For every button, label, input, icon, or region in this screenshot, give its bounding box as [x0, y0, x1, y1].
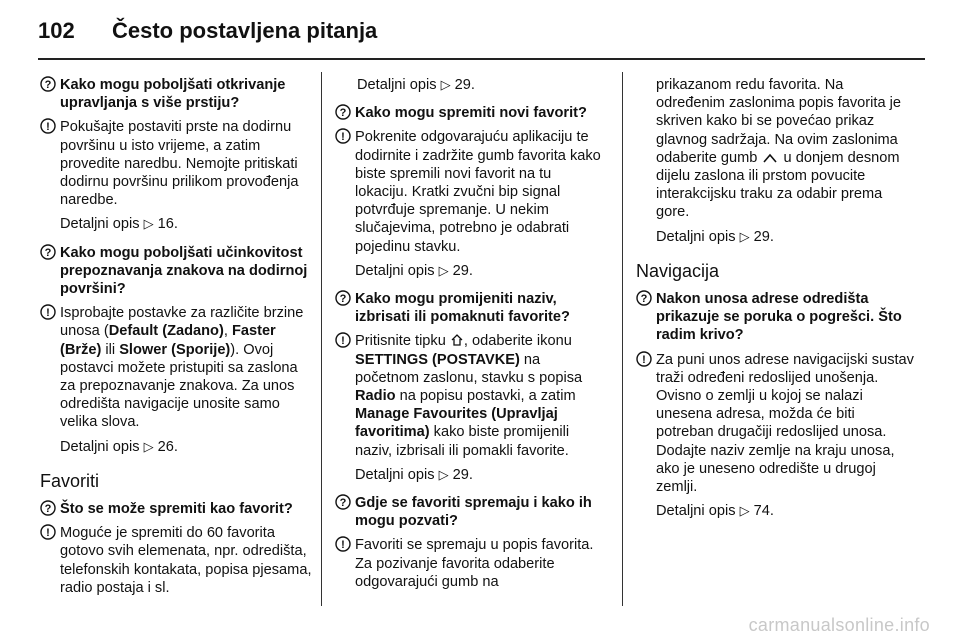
answer-1: ! Pokušajte postaviti prste na dodirnu površinu u isto vrijeme, a zatim provedite naredbu. Nemojte pritiskati dodirnu površinu prilikom provođenja naredbe.	[40, 118, 312, 209]
answer-6-continued: prikazanom redu favorita. Na određenim zaslonima popis favorita je skriven kako bi se povećao prikaz glavnog sadržaja. Na ovim zaslonima odaberite gumb u donjem desnom dijelu zaslona ili prstom povucite interakcijsku traku za odabir prema gore.	[656, 77, 901, 221]
triangle-right-icon: ▷	[438, 466, 449, 482]
svg-text:!: !	[341, 131, 345, 144]
exclamation-circle-icon	[335, 128, 351, 144]
svg-text:!: !	[46, 527, 50, 540]
triangle-right-icon: ▷	[143, 216, 154, 232]
reference-4[interactable]: Detaljni opis ▷ 29.	[355, 262, 473, 279]
page-title: Često postavljena pitanja	[112, 18, 378, 43]
home-icon	[450, 333, 464, 347]
reference-3[interactable]: Detaljni opis ▷ 29.	[357, 77, 475, 93]
column-2	[335, 76, 607, 597]
question-3: ? Što se može spremiti kao favorit?	[40, 500, 312, 518]
svg-text:!: !	[46, 307, 50, 320]
column-3	[636, 76, 916, 530]
svg-text:!: !	[341, 335, 345, 348]
triangle-right-icon: ▷	[739, 228, 750, 244]
answer-7: ! Za puni unos adrese navigacijski sustav traži određeni redoslijed unošenja. Ovisno o zemlji u kojoj se nalazi unesena adresa, možda će biti potreban drugačiji redoslijed unosa. Dodajte naziv zemlje na kraju unosa, ako je uneseno odredište u drugoj zemlji.	[636, 351, 916, 497]
question-circle-icon	[335, 290, 351, 306]
svg-text:?: ?	[44, 79, 52, 91]
svg-text:!: !	[642, 353, 646, 366]
reference-1[interactable]: Detaljni opis ▷ 16.	[60, 216, 178, 233]
svg-text:!: !	[46, 121, 50, 134]
exclamation-circle-icon	[40, 118, 56, 134]
reference-5[interactable]: Detaljni opis ▷ 29.	[355, 466, 473, 483]
answer-2: ! Isprobajte postavke za različite brzine unosa (Default (Zadano), Faster (Brže) ili Slower (Sporije)). Ovoj postavci možete pristupiti sa zaslona za prepoznavanje znakova. Za unos odredišta navigacije unosite samo velika slova.	[40, 304, 312, 431]
question-1: ? Kako mogu poboljšati otkrivanje upravljanja s više prstiju?	[40, 76, 312, 112]
svg-text:?: ?	[339, 107, 347, 120]
svg-text:?: ?	[339, 293, 347, 306]
question-circle-icon	[335, 494, 351, 510]
watermark: carmanualsonline.info	[748, 615, 930, 635]
triangle-right-icon: ▷	[440, 77, 451, 92]
exclamation-circle-icon	[40, 304, 56, 320]
exclamation-circle-icon	[335, 536, 351, 552]
header-rule	[38, 58, 925, 60]
column-divider	[622, 72, 623, 606]
reference-7[interactable]: Detaljni opis ▷ 74.	[656, 503, 774, 520]
question-4: ? Kako mogu spremiti novi favorit?	[335, 104, 607, 122]
svg-text:!: !	[341, 539, 345, 552]
question-circle-icon	[40, 244, 56, 260]
svg-text:?: ?	[44, 503, 52, 516]
answer-5: ! Pritisnite tipku , odaberite ikonu SETTINGS (POSTAVKE) na početnom zaslonu, stavku s popisa Radio na popisu postavki, a zatim Manage Favourites (Upravljaj favoritima) kako biste promijenili naziv, izbrisali ili pomakli favorite.	[335, 332, 607, 459]
triangle-right-icon: ▷	[143, 438, 154, 454]
section-heading-navigacija: Navigacija	[636, 260, 720, 281]
exclamation-circle-icon	[40, 524, 56, 540]
section-heading-favoriti: Favoriti	[40, 470, 100, 491]
svg-text:?: ?	[339, 497, 347, 510]
exclamation-circle-icon	[335, 332, 351, 348]
question-circle-icon	[335, 104, 351, 120]
triangle-right-icon: ▷	[438, 262, 449, 278]
chevron-up-icon	[761, 152, 779, 164]
question-circle-icon	[636, 290, 652, 306]
triangle-right-icon: ▷	[739, 503, 750, 519]
svg-text:?: ?	[44, 246, 52, 259]
page-number: 102	[38, 18, 75, 43]
svg-text:?: ?	[640, 293, 648, 306]
column-1	[40, 76, 312, 603]
question-circle-icon	[40, 500, 56, 516]
question-2: ? Kako mogu poboljšati učinkovitost prepoznavanja znakova na dodirnoj površini?	[40, 244, 312, 299]
column-divider	[321, 72, 322, 606]
reference-6[interactable]: Detaljni opis ▷ 29.	[656, 228, 774, 245]
question-circle-icon	[40, 76, 56, 92]
question-6: ? Gdje se favoriti spremaju i kako ih mogu pozvati?	[335, 494, 607, 530]
answer-6: ! Favoriti se spremaju u popis favorita. Za pozivanje favorita odaberite odgovarajući gumb na	[335, 536, 607, 591]
answer-3: ! Moguće je spremiti do 60 favorita gotovo svih elemenata, npr. odredišta, telefonskih kontakata, popisa pjesama, radio postaja i sl.	[40, 524, 312, 597]
question-7: ? Nakon unosa adrese odredišta prikazuje se poruka o pogrešci. Što radim krivo?	[636, 290, 916, 345]
answer-4: ! Pokrenite odgovarajuću aplikaciju te dodirnite i zadržite gumb favorita kako biste spremili novi favorit na tu lokaciju. Kratki zvučni bip signal potvrđuje spremanje. U nekim slučajevima, potrebno je odabrati pojedinu stavku.	[335, 128, 607, 255]
exclamation-circle-icon	[636, 351, 652, 367]
reference-2[interactable]: Detaljni opis ▷ 26.	[60, 438, 178, 455]
question-5: ? Kako mogu promijeniti naziv, izbrisati ili pomaknuti favorite?	[335, 290, 607, 326]
